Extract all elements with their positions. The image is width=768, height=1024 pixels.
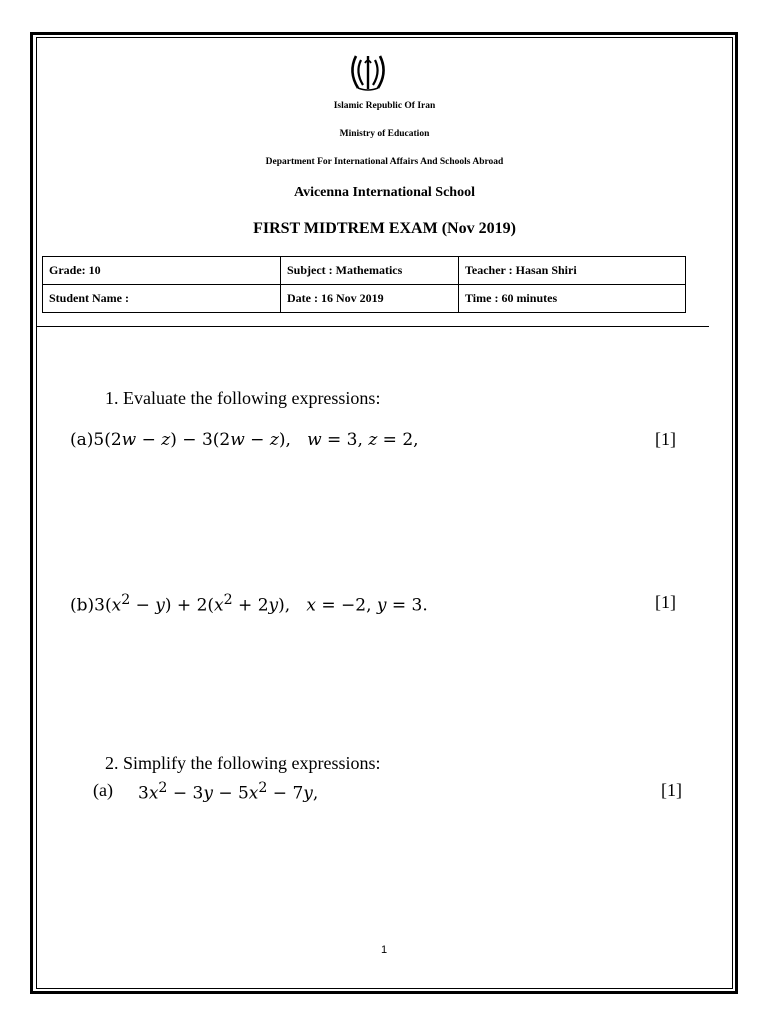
student-name-cell: Student Name : — [43, 285, 281, 313]
question-1b-mark: [1] — [655, 592, 676, 612]
question-2a-mark: [1] — [661, 780, 682, 800]
question-1a-expression: (a)5(2w − z) − 3(2w − z), w = 3, z = 2, — [70, 430, 419, 450]
header-school: Avicenna International School — [294, 185, 475, 200]
exam-title: FIRST MIDTREM EXAM (Nov 2019) — [253, 220, 516, 237]
question-1b-expression: $(b)3(x^2 - y) + 2(x^2 + 2y)$, x = −2, y = 3. — [70, 592, 428, 616]
iran-emblem-icon — [346, 52, 390, 92]
question-1-heading: 1. Evaluate the following expressions: — [105, 388, 381, 408]
question-1b-label: (b) — [70, 595, 95, 616]
question-2a-label: (a) — [93, 780, 113, 800]
question-2-heading: 2. Simplify the following expressions: — [105, 753, 381, 773]
question-2a-expression: $3x^2 - 3y - 5x^2 - 7y$, — [138, 780, 319, 804]
info-row — [43, 285, 686, 313]
header-department: Department For International Affairs And Schools Abroad — [265, 157, 504, 167]
subject-cell: Subject : Mathematics — [281, 257, 459, 285]
page-border-inner — [36, 37, 733, 989]
header-divider — [36, 326, 709, 327]
header-country: Islamic Republic Of Iran — [333, 101, 436, 111]
time-cell: Time : 60 minutes — [459, 285, 686, 313]
header-ministry: Ministry of Education — [339, 129, 430, 139]
exam-info-table — [42, 256, 686, 313]
page-number: 1 — [380, 944, 388, 956]
info-row — [43, 257, 686, 285]
teacher-cell: Teacher : Hasan Shiri — [459, 257, 686, 285]
question-1a-label: (a) — [70, 430, 94, 450]
date-cell: Date : 16 Nov 2019 — [281, 285, 459, 313]
grade-cell: Grade: 10 — [43, 257, 281, 285]
question-1a-mark: [1] — [655, 429, 676, 449]
